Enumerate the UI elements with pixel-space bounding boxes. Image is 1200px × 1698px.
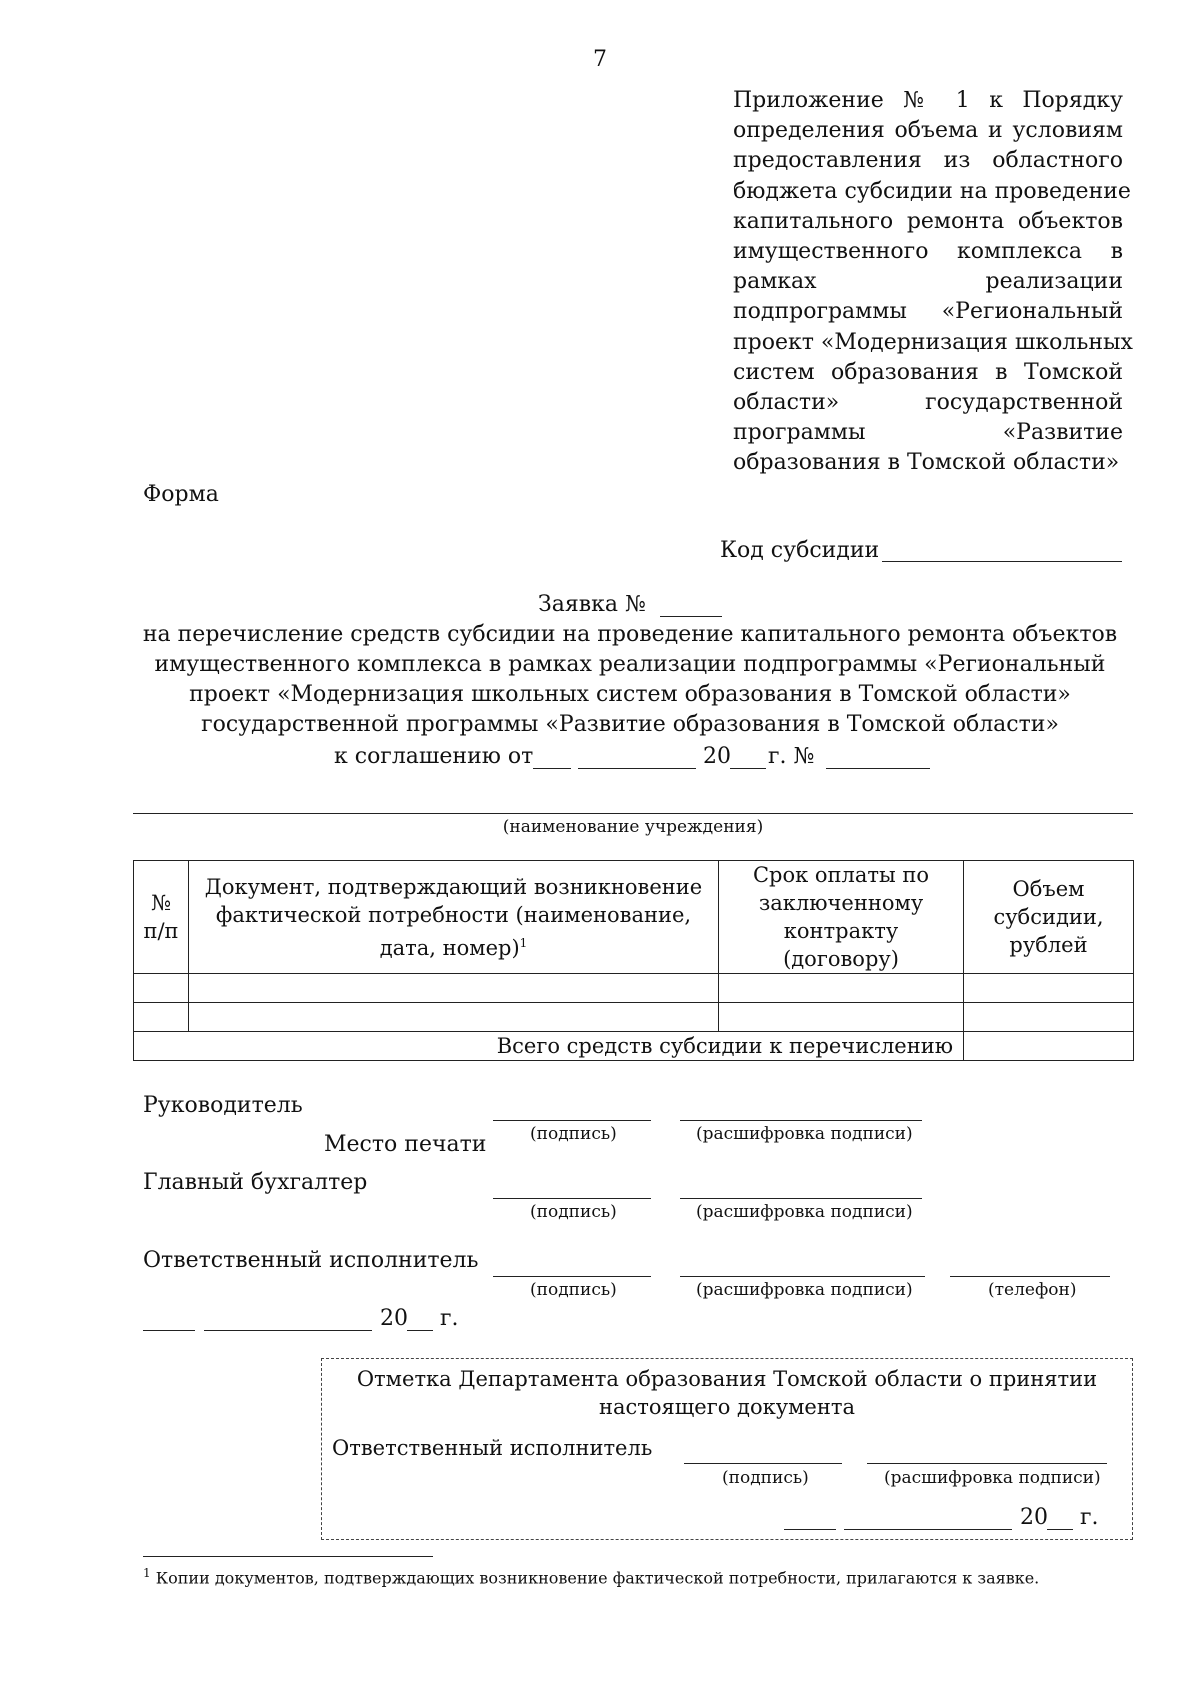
date-suffix: г. — [440, 1306, 459, 1331]
header-number-line2: п/п — [143, 919, 179, 943]
table-cell[interactable] — [964, 974, 1134, 1003]
subsidy-code-label: Код субсидии — [720, 538, 880, 563]
total-label: Всего средств субсидии к перечислению — [496, 1034, 953, 1058]
agreement-year-field[interactable] — [730, 768, 766, 769]
footnote-text: Копии документов, подтверждающих возникновение фактической потребности, прилагаются к заявке. — [155, 1568, 1040, 1588]
table-row — [134, 1003, 1134, 1032]
table-cell[interactable] — [189, 974, 719, 1003]
header-number — [134, 861, 189, 974]
footnote-separator — [143, 1556, 433, 1557]
appendix-line: проект «Модернизация школьных — [733, 329, 1133, 355]
head-signature-caption: (подпись) — [530, 1124, 617, 1144]
footnote-mark: 1 — [143, 1566, 151, 1580]
department-mark-title — [322, 1365, 1132, 1421]
page-number: 7 — [593, 47, 607, 72]
chief-accountant-label: Главный бухгалтер — [143, 1170, 368, 1195]
head-signature-field[interactable] — [493, 1120, 651, 1121]
table-cell[interactable] — [189, 1003, 719, 1032]
accountant-signature-field[interactable] — [493, 1198, 651, 1199]
table-cell[interactable] — [134, 1003, 189, 1032]
institution-caption: (наименование учреждения) — [502, 817, 764, 837]
title-line: государственной программы «Развитие образования в Томской области» — [201, 712, 1059, 737]
appendix-line: области» государственной — [733, 390, 1123, 416]
head-label: Руководитель — [143, 1093, 303, 1118]
date-year-field[interactable] — [407, 1330, 433, 1331]
appendix-line: имущественного комплекса в — [733, 239, 1123, 265]
executor-signature-caption: (подпись) — [530, 1280, 617, 1300]
appendix-line: определения объема и условиям — [733, 118, 1123, 144]
department-title-line: Отметка Департамента образования Томской области о принятии — [356, 1367, 1098, 1391]
appendix-line: систем образования в Томской — [733, 359, 1123, 385]
agreement-year-prefix: 20 — [703, 744, 731, 769]
header-document-text: Документ, подтверждающий возникновение фактической потребности (наименование, дата, номер) — [204, 874, 703, 960]
department-executor-label: Ответственный исполнитель — [332, 1436, 653, 1460]
subsidy-code-field[interactable] — [882, 561, 1122, 562]
table-header-row — [134, 861, 1134, 974]
department-signature-field[interactable] — [684, 1463, 842, 1464]
department-date-day-field[interactable] — [784, 1529, 836, 1530]
header-payment-term — [719, 861, 964, 974]
executor-signature-field[interactable] — [493, 1276, 651, 1277]
table-cell[interactable] — [134, 974, 189, 1003]
header-payment-term-text: Срок оплаты по заключенному контракту (договору) — [752, 863, 930, 971]
appendix-line: бюджета субсидии на проведение — [733, 178, 1131, 204]
title-line: проект «Модернизация школьных систем образования в Томской области» — [189, 682, 1071, 707]
agreement-month-field[interactable] — [578, 768, 696, 769]
department-mark-box — [321, 1358, 1133, 1540]
department-date-month-field[interactable] — [844, 1529, 1012, 1530]
request-heading: Заявка № — [538, 592, 646, 617]
agreement-number-label: г. № — [768, 744, 815, 769]
department-date-suffix: г. — [1080, 1505, 1099, 1530]
department-date-year-prefix: 20 — [1020, 1505, 1048, 1530]
appendix-line: подпрограммы «Региональный — [733, 299, 1123, 325]
header-subsidy-amount — [964, 861, 1134, 974]
accountant-signature-caption: (подпись) — [530, 1202, 617, 1222]
subsidy-table — [133, 860, 1134, 1061]
request-title — [120, 620, 1140, 740]
table-total-row — [134, 1032, 1134, 1061]
appendix-block — [733, 86, 1133, 479]
seal-label: Место печати — [324, 1132, 487, 1157]
executor-phone-caption: (телефон) — [988, 1280, 1077, 1300]
executor-label: Ответственный исполнитель — [143, 1248, 479, 1273]
institution-name-field[interactable] — [133, 813, 1133, 814]
appendix-line: образования в Томской области» — [733, 450, 1120, 476]
header-subsidy-amount-text: Объем субсидии, рублей — [993, 877, 1104, 957]
table-row — [134, 974, 1134, 1003]
date-day-field[interactable] — [143, 1330, 195, 1331]
accountant-decoding-caption: (расшифровка подписи) — [696, 1202, 913, 1222]
title-line: на перечисление средств субсидии на проведение капитального ремонта объектов — [142, 622, 1118, 647]
total-value-cell[interactable] — [964, 1032, 1134, 1061]
department-title-line: настоящего документа — [598, 1395, 855, 1419]
executor-decoding-field[interactable] — [680, 1276, 925, 1277]
form-label: Форма — [143, 482, 219, 507]
table-cell[interactable] — [964, 1003, 1134, 1032]
executor-decoding-caption: (расшифровка подписи) — [696, 1280, 913, 1300]
accountant-decoding-field[interactable] — [680, 1198, 922, 1199]
department-signature-caption: (подпись) — [722, 1468, 809, 1488]
date-year-prefix: 20 — [380, 1306, 408, 1331]
header-document — [189, 861, 719, 974]
table-cell[interactable] — [719, 1003, 964, 1032]
executor-phone-field[interactable] — [950, 1276, 1110, 1277]
appendix-line: программы «Развитие — [733, 420, 1123, 446]
total-label-cell — [134, 1032, 964, 1061]
date-month-field[interactable] — [204, 1330, 372, 1331]
appendix-line: предоставления из областного — [733, 148, 1123, 174]
agreement-day-field[interactable] — [533, 768, 571, 769]
appendix-line: Приложение № 1 к Порядку — [733, 88, 1123, 113]
table-cell[interactable] — [719, 974, 964, 1003]
agreement-prefix: к соглашению от — [334, 744, 534, 769]
appendix-line: рамках реализации — [733, 269, 1123, 295]
head-decoding-caption: (расшифровка подписи) — [696, 1124, 913, 1144]
footnote-mark: 1 — [519, 935, 528, 950]
department-decoding-caption: (расшифровка подписи) — [884, 1468, 1101, 1488]
department-decoding-field[interactable] — [867, 1463, 1107, 1464]
request-number-field[interactable] — [660, 616, 722, 617]
agreement-number-field[interactable] — [826, 768, 930, 769]
head-decoding-field[interactable] — [680, 1120, 922, 1121]
department-date-year-field[interactable] — [1047, 1529, 1073, 1530]
header-number-line1: № — [151, 891, 171, 915]
appendix-line: капитального ремонта объектов — [733, 208, 1123, 234]
title-line: имущественного комплекса в рамках реализации подпрограммы «Региональный — [154, 652, 1106, 677]
footnote — [143, 1562, 1039, 1589]
